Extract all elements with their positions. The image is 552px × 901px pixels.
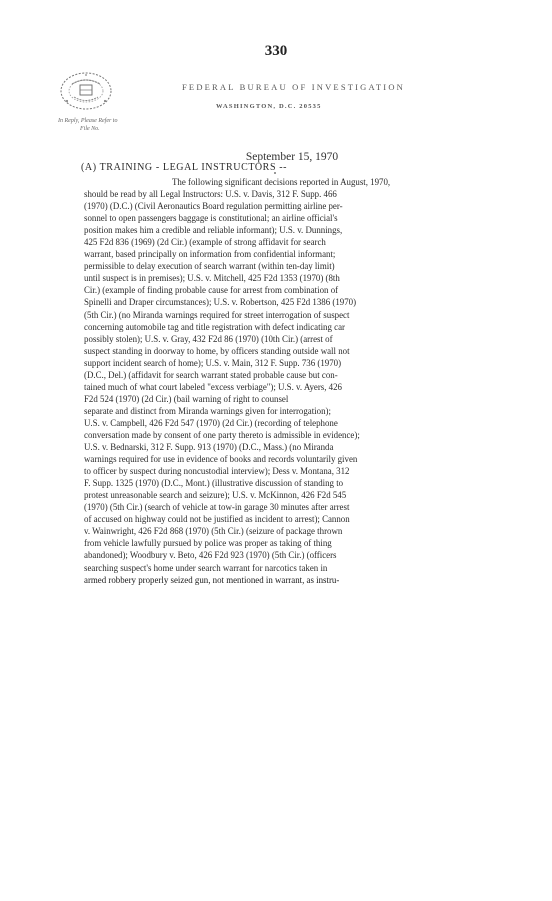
- agency-name: FEDERAL BUREAU OF INVESTIGATION: [182, 82, 406, 92]
- body-line: warnings required for use in evidence of books and records voluntarily given: [84, 454, 358, 465]
- fbi-seal-icon: [58, 70, 114, 112]
- section-heading: (A) TRAINING - LEGAL INSTRUCTORS --: [81, 162, 288, 173]
- body-line: support incident search of home); U.S. v. Main, 312 F. Supp. 736 (1970): [84, 357, 342, 368]
- body-line: from vehicle lawfully pursued by police was proper as taking of thing: [84, 538, 332, 549]
- body-line: U.S. v. Bednarski, 312 F. Supp. 913 (1970) (D.C., Mass.) (no Miranda: [84, 442, 334, 453]
- body-line: searching suspect's home under search warrant for narcotics taken in: [84, 562, 328, 573]
- body-line: (D.C., Del.) (affidavit for search warrant stated probable cause but con-: [84, 369, 338, 380]
- body-line: to officer by suspect during noncustodial interview); Dess v. Montana, 312: [84, 466, 350, 477]
- body-line: (5th Cir.) (no Miranda warnings required for street interrogation of suspect: [84, 309, 350, 320]
- body-line: warrant, based principally on information from confidential informant;: [84, 249, 336, 260]
- reply-note-file-no: File No.: [80, 126, 100, 132]
- body-line: The following significant decisions reported in August, 1970,: [172, 177, 391, 187]
- body-line: concerning automobile tag and title registration with defect indicating car: [84, 321, 345, 332]
- body-line: permissible to delay execution of search warrant (within ten-day limit): [84, 261, 335, 272]
- agency-address: WASHINGTON, D.C. 20535: [216, 103, 322, 110]
- date-text: September 15, 1970: [245, 151, 339, 163]
- body-line: should be read by all Legal Instructors: U.S. v. Davis, 312 F. Supp. 466: [84, 189, 337, 200]
- body-line: F. Supp. 1325 (1970) (D.C., Mont.) (illustrative discussion of standing to: [84, 478, 344, 489]
- body-line: Cir.) (example of finding probable cause for arrest from combination of: [84, 285, 339, 296]
- reply-note-line: In Reply, Please Refer to: [58, 118, 118, 124]
- body-line: armed robbery properly seized gun, not mentioned in warrant, as instru-: [84, 574, 340, 585]
- body-line: of accused on highway could not be justified as incident to arrest); Cannon: [84, 514, 350, 525]
- body-line: (1970) (D.C.) (Civil Aeronautics Board regulation permitting airline per-: [84, 201, 343, 212]
- body-line: protest unreasonable search and seizure); U.S. v. McKinnon, 426 F2d 545: [84, 490, 347, 501]
- section-body: [84, 176, 488, 586]
- body-line: suspect standing in doorway to home, by officers standing outside wall not: [84, 345, 350, 356]
- body-line: possibly stolen); U.S. v. Gray, 432 F2d 86 (1970) (10th Cir.) (arrest of: [84, 333, 333, 344]
- body-line: U.S. v. Campbell, 426 F2d 547 (1970) (2d Cir.) (recording of telephone: [84, 417, 338, 428]
- body-line: conversation made by consent of one party thereto is admissible in evidence);: [84, 429, 360, 440]
- body-line: abandoned); Woodbury v. Beto, 426 F2d 923 (1970) (5th Cir.) (officers: [84, 550, 337, 561]
- body-line: v. Wainwright, 426 F2d 868 (1970) (5th Cir.) (seizure of package thrown: [84, 526, 343, 537]
- reply-reference-note: [58, 117, 117, 133]
- body-line: separate and distinct from Miranda warnings given for interrogation);: [84, 405, 331, 416]
- body-line: 425 F2d 836 (1969) (2d Cir.) (example of strong affidavit for search: [84, 237, 326, 248]
- body-line: sonnel to open passengers baggage is constitutional; an airline official's: [84, 213, 338, 224]
- body-line: position makes him a credible and reliable informant); U.S. v. Dunnings,: [84, 225, 343, 236]
- page-number: 330: [264, 43, 288, 59]
- body-line: until suspect is in premises); U.S. v. Mitchell, 425 F2d 1353 (1970) (8th: [84, 273, 340, 284]
- body-line: tained much of what court labeled "excess verbiage"); U.S. v. Ayers, 426: [84, 381, 342, 392]
- body-line: (1970) (5th Cir.) (search of vehicle at tow-in garage 30 minutes after arrest: [84, 502, 350, 513]
- body-line: Spinelli and Draper circumstances); U.S. v. Robertson, 425 F2d 1386 (1970): [84, 297, 357, 308]
- body-line: F2d 524 (1970) (2d Cir.) (bail warning of right to counsel: [84, 393, 289, 404]
